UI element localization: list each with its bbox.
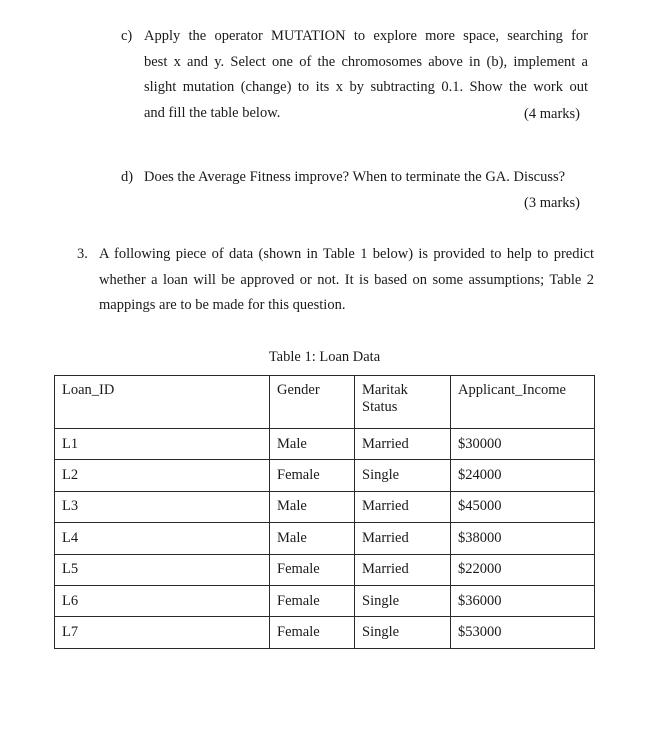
cell-gender: Female: [270, 554, 355, 585]
cell-gender: Female: [270, 460, 355, 491]
header-gender: Gender: [270, 376, 355, 429]
cell-marital-status: Married: [355, 429, 451, 460]
cell-loan-id: L4: [55, 523, 270, 554]
cell-gender: Male: [270, 523, 355, 554]
question-d-text: Does the Average Fitness improve? When to terminate the GA. Discuss?: [144, 169, 566, 185]
cell-applicant-income: $30000: [451, 429, 595, 460]
question-3-text: [99, 242, 594, 319]
cell-marital-status: Single: [355, 460, 451, 491]
cell-marital-status: Married: [355, 491, 451, 522]
table-header-row: [55, 376, 595, 429]
question-3-line-1: A following piece of data (shown in Table 1 below) is provided to help to predict: [99, 246, 594, 262]
table-row: [55, 460, 595, 491]
cell-loan-id: L2: [55, 460, 270, 491]
cell-loan-id: L5: [55, 554, 270, 585]
cell-marital-status: Single: [355, 617, 451, 648]
header-marital-status: [355, 376, 451, 429]
table-row: [55, 523, 595, 554]
cell-loan-id: L3: [55, 491, 270, 522]
question-3-line-2: whether a loan will be approved or not. It is based on some assumptions; Table 2: [99, 271, 594, 288]
table-row: [55, 585, 595, 616]
header-loan-id: Loan_ID: [55, 376, 270, 429]
question-d-marks: (3 marks): [524, 195, 580, 211]
table-row: [55, 491, 595, 522]
cell-applicant-income: $38000: [451, 523, 595, 554]
question-c-marks: (4 marks): [524, 106, 580, 122]
cell-gender: Female: [270, 585, 355, 616]
question-c-label: c): [121, 28, 133, 44]
table-row: [55, 429, 595, 460]
header-applicant-income: Applicant_Income: [451, 376, 595, 429]
question-c-line-2: best x and y. Select one of the chromosomes above in (b), implement a: [144, 53, 588, 70]
cell-applicant-income: $24000: [451, 460, 595, 491]
cell-loan-id: L6: [55, 585, 270, 616]
cell-marital-status: Single: [355, 585, 451, 616]
header-marital-line-1: Maritak: [362, 382, 408, 398]
cell-gender: Male: [270, 491, 355, 522]
header-marital-line-2: Status: [362, 399, 398, 415]
question-c-text: [144, 24, 588, 127]
cell-gender: Male: [270, 429, 355, 460]
question-c-line-3: slight mutation (change) to its x by subtracting 0.1. Show the work out: [144, 79, 588, 96]
cell-marital-status: Married: [355, 523, 451, 554]
question-d-label: d): [121, 169, 134, 185]
loan-data-table: [54, 375, 595, 649]
cell-marital-status: Married: [355, 554, 451, 585]
cell-applicant-income: $45000: [451, 491, 595, 522]
cell-applicant-income: $36000: [451, 585, 595, 616]
question-3-label: 3.: [77, 246, 88, 262]
question-c-line-1: Apply the operator MUTATION to explore more space, searching for: [144, 28, 588, 44]
table-row: [55, 554, 595, 585]
cell-applicant-income: $22000: [451, 554, 595, 585]
question-c-line-4: and fill the table below.: [144, 105, 281, 122]
table-row: [55, 617, 595, 648]
question-3-line-3: mappings are to be made for this question.: [99, 297, 346, 314]
cell-gender: Female: [270, 617, 355, 648]
table-caption: Table 1: Loan Data: [268, 349, 381, 365]
cell-loan-id: L7: [55, 617, 270, 648]
cell-loan-id: L1: [55, 429, 270, 460]
cell-applicant-income: $53000: [451, 617, 595, 648]
